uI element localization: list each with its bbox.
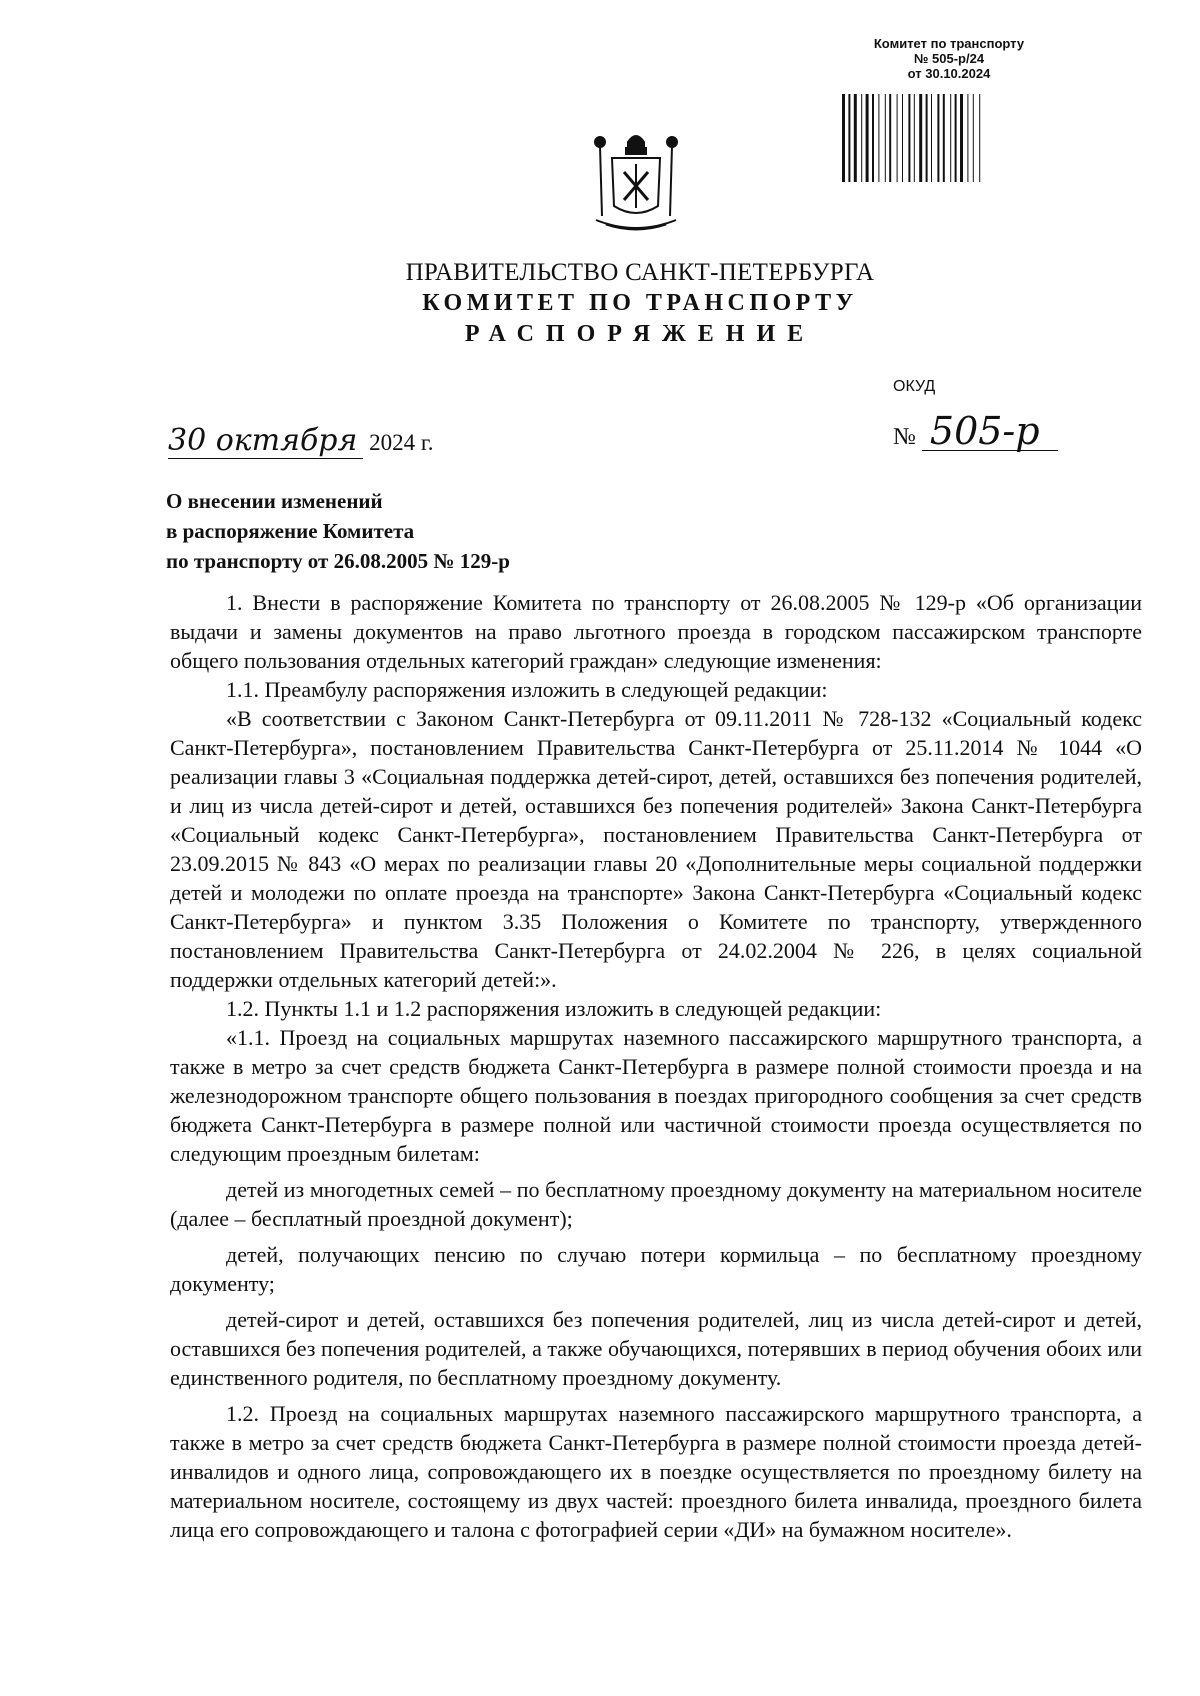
barcode (842, 94, 1052, 182)
number-handwritten: 505-р (922, 412, 1058, 451)
coat-of-arms-emblem (588, 128, 684, 238)
document-body (170, 588, 1142, 1544)
subject-line: О внесении изменений (166, 489, 383, 513)
stamp-line-committee: Комитет по транспорту (873, 36, 1025, 51)
paragraph: детей, получающих пенсию по случаю потери кормильца – по бесплатному проездному документу; (170, 1242, 1142, 1296)
paragraph: 1.1. Преамбулу распоряжения изложить в следующей редакции: (226, 677, 828, 702)
document-header (360, 258, 920, 350)
subject-line: в распоряжение Комитета (166, 519, 415, 543)
paragraph: «1.1. Проезд на социальных маршрутах наземного пассажирского маршрутного транспорта, а также в метро за счет средств бюджета Санкт-Петербурга в размере полной стоимости проезда и на железнодорожном транспорте общего пользования в поездах пригородного сообщения за счет средств бюджета Санкт-Петербурга в размере полной или частичной стоимости проезда осуществляется по следующим проездным билетам: (170, 1025, 1142, 1166)
document-date (168, 424, 433, 459)
government-title: ПРАВИТЕЛЬСТВО САНКТ-ПЕТЕРБУРГА (405, 259, 875, 286)
document-number (893, 409, 1058, 453)
committee-title: КОМИТЕТ ПО ТРАНСПОРТУ (422, 290, 858, 316)
paragraph: 1.2. Пункты 1.1 и 1.2 распоряжения изложить в следующей редакции: (226, 996, 882, 1021)
date-year: 2024 г. (369, 430, 434, 455)
paragraph: детей-сирот и детей, оставшихся без попечения родителей, лиц из числа детей-сирот и детей, оставшихся без попечения родителей, а также обучающихся, потерявших в период обучения обоих или единственного родителя, по бесплатному проездному документу. (170, 1307, 1142, 1390)
subject-line: по транспорту от 26.08.2005 № 129-р (166, 549, 510, 573)
paragraph: 1.2. Проезд на социальных маршрутах наземного пассажирского маршрутного транспорта, а также в метро за счет средств бюджета Санкт-Петербурга в размере полной стоимости проезда детей-инвалидов и одного лица, сопровождающего их в поездке осуществляется по проездному билету на материальном носителе, состоящему из двух частей: проездного билета инвалида, проездного билета лица его сопровождающего и талона с фотографией серии «ДИ» на бумажном носителе». (170, 1401, 1142, 1542)
stamp-line-number: № 505-р/24 (913, 51, 985, 66)
date-handwritten: 30 октября (168, 424, 363, 459)
paragraph: «В соответствии с Законом Санкт-Петербурга от 09.11.2011 № 728-132 «Социальный кодекс Санкт-Петербурга», постановлением Правительства Санкт-Петербурга от 25.11.2014 № 1044 «О реализации главы 3 «Социальная поддержка детей-сирот, детей, оставшихся без попечения родителей, и лиц из числа детей-сирот и детей, оставшихся без попечения родителей» Закона Санкт-Петербурга «Социальный кодекс Санкт-Петербурга», постановлением Правительства Санкт-Петербурга от 23.09.2015 № 843 «О мерах по реализации главы 20 «Дополнительные меры социальной поддержки детей и молодежи по оплате проезда на транспорте» Закона Санкт-Петербурга «Социальный кодекс Санкт-Петербурга» и пунктом 3.35 Положения о Комитете по транспорту, утвержденного постановлением Правительства Санкт-Петербурга от 24.02.2004 № 226, в целях социальной поддержки отдельных категорий детей:». (170, 706, 1142, 992)
registration-stamp (838, 36, 1060, 81)
okud-label: ОКУД (893, 378, 936, 395)
document-subject (166, 486, 510, 576)
paragraph: детей из многодетных семей – по бесплатному проездному документу на материальном носителе (далее – бесплатный проездной документ); (170, 1177, 1142, 1231)
number-prefix: № (893, 424, 916, 450)
paragraph: 1. Внести в распоряжение Комитета по транспорту от 26.08.2005 № 129-р «Об организации выдачи и замены документов на право льготного проезда в городском пассажирском транспорте общего пользования отдельных категорий граждан» следующие изменения: (170, 590, 1142, 673)
stamp-line-date: от 30.10.2024 (907, 66, 991, 81)
document-type: РАСПОРЯЖЕНИЕ (464, 321, 816, 347)
